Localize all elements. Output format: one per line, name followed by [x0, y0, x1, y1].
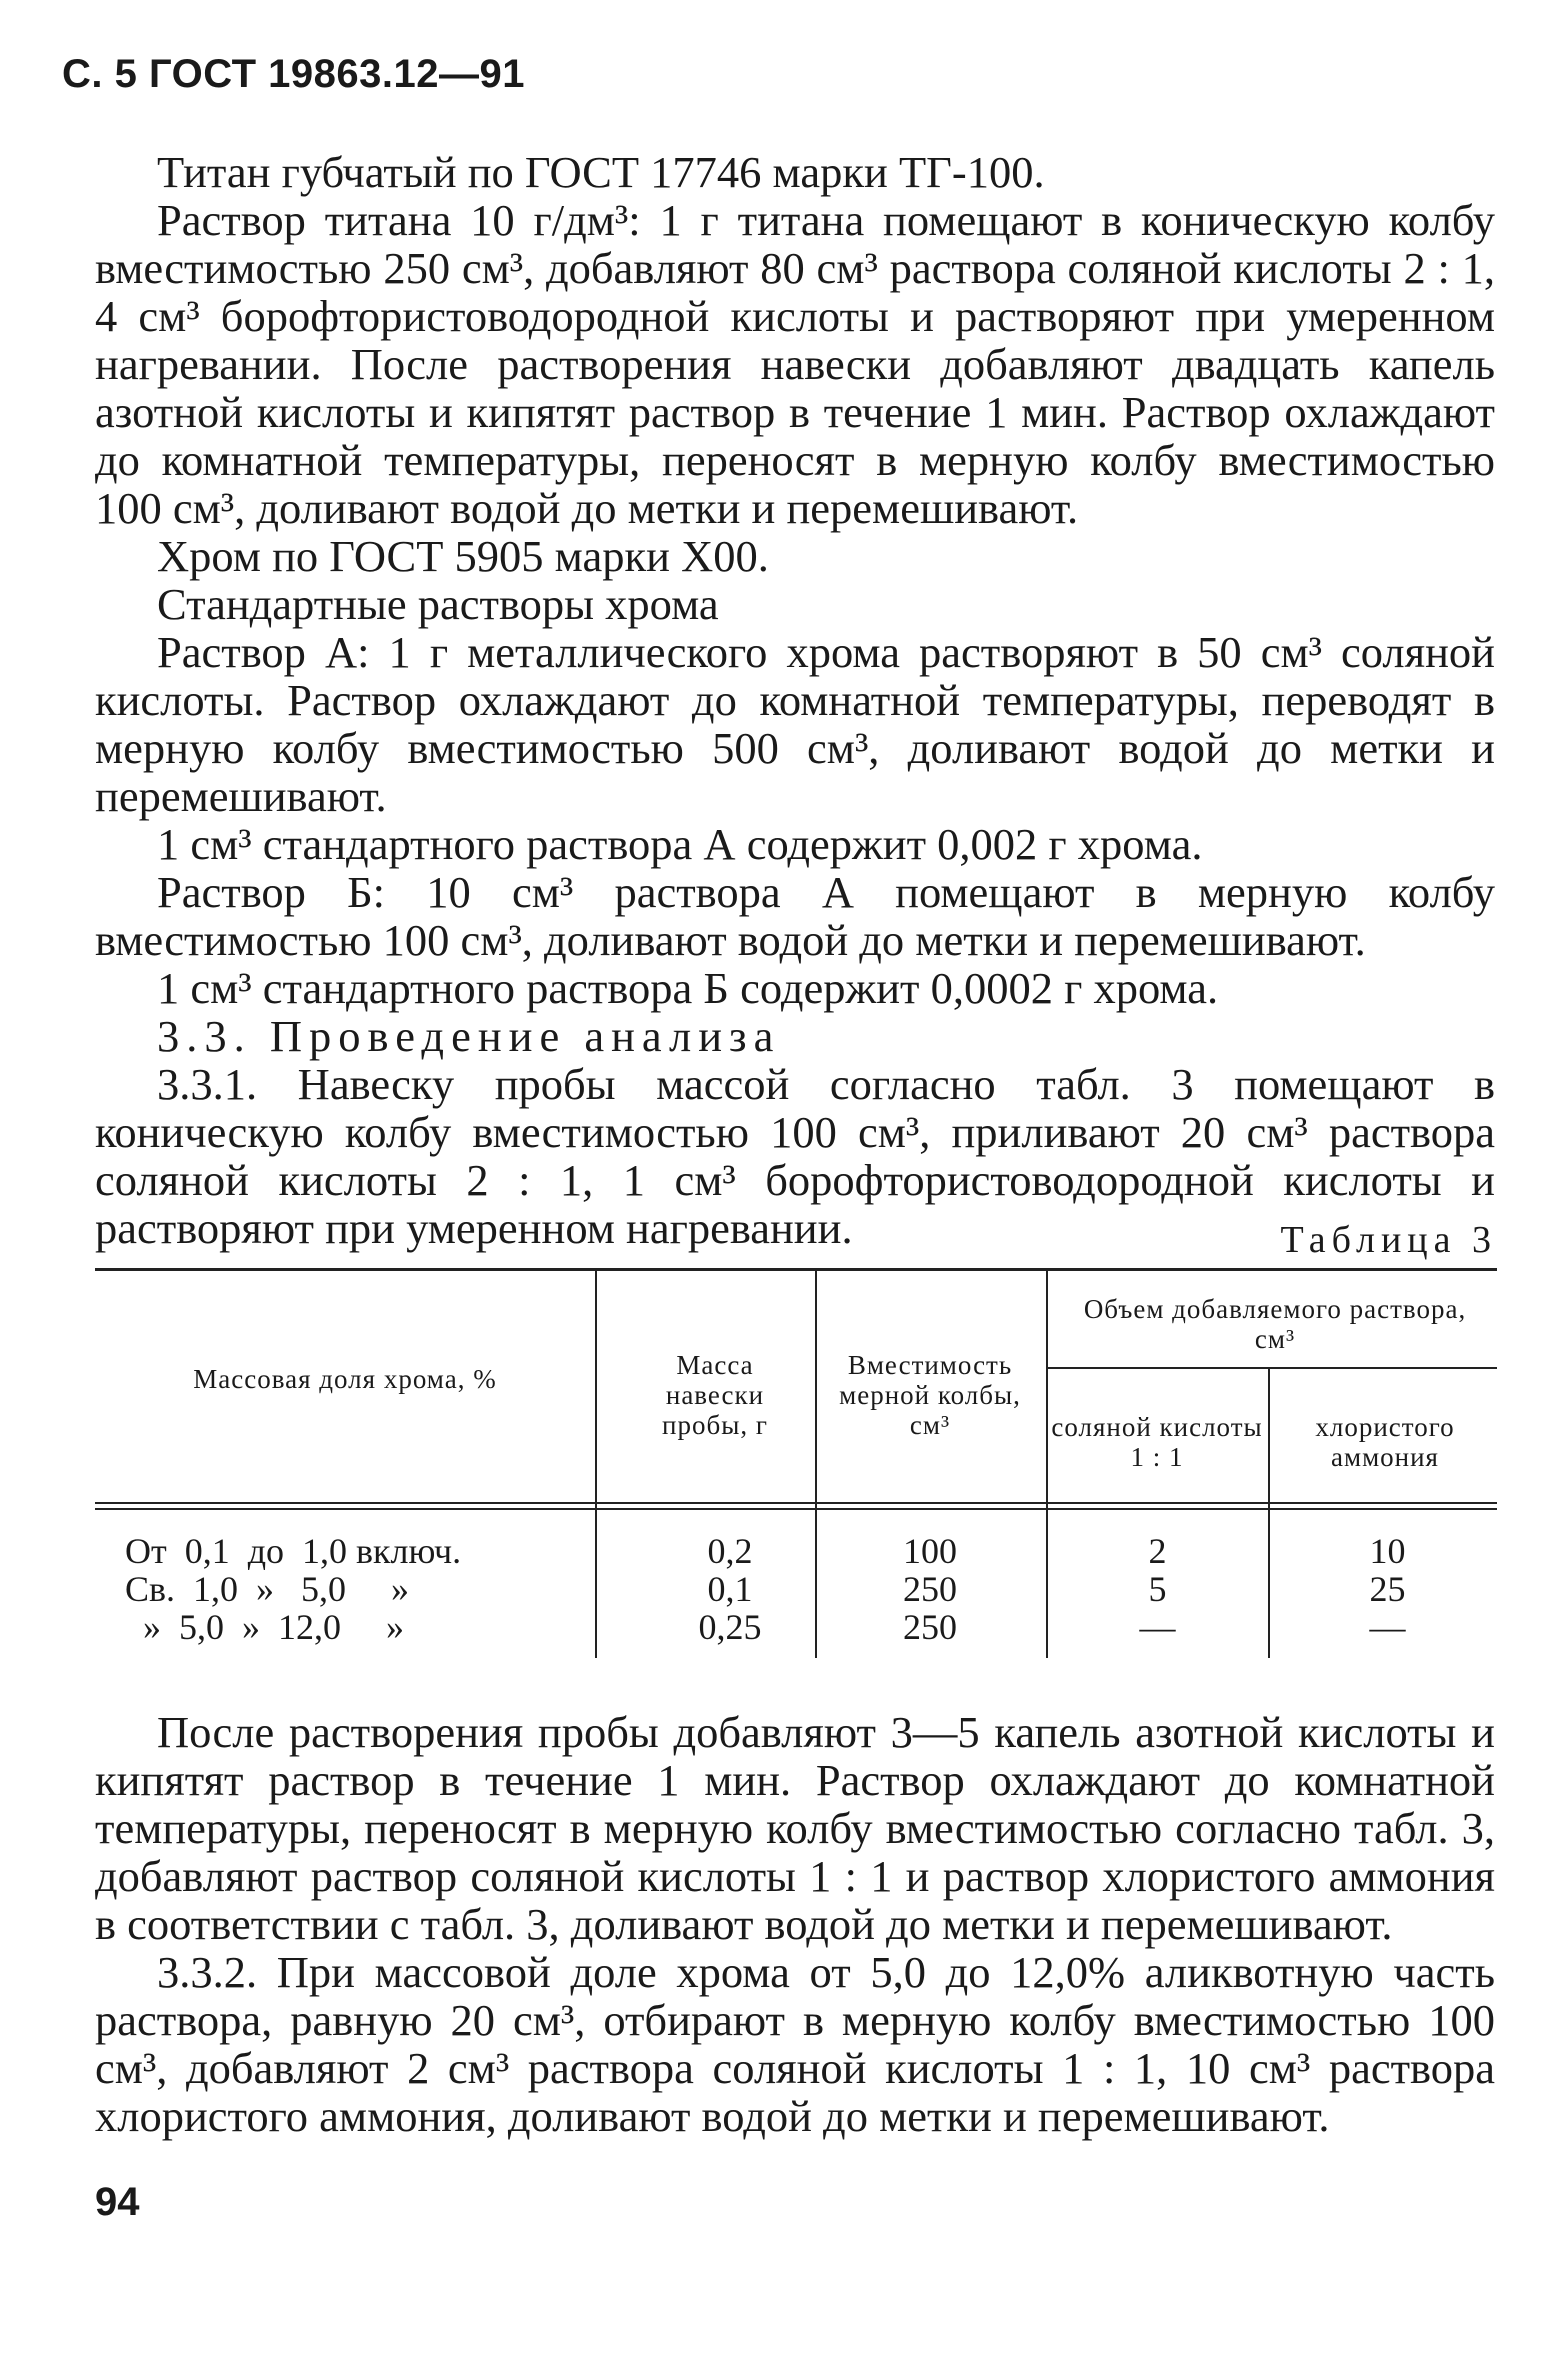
- body-text-bottom: [95, 1708, 1495, 2140]
- header-ammonium-chloride: хлористого аммония: [1315, 1412, 1455, 1472]
- header-mass-fraction: Массовая доля хрома, %: [193, 1364, 497, 1394]
- table-header-rule-double: [95, 1508, 1497, 1510]
- table-cell: —: [1139, 1607, 1176, 1647]
- table-caption: Таблица 3: [1280, 1219, 1497, 1261]
- table-cell: 100: [903, 1531, 957, 1571]
- paragraph: Стандартные растворы хрома: [157, 579, 719, 629]
- table-cell: 25: [1369, 1569, 1406, 1609]
- column-mass-fraction: [125, 1532, 585, 1646]
- table-cell: От 0,1 до 1,0 включ.: [125, 1531, 462, 1571]
- table-cell: 2: [1148, 1531, 1167, 1571]
- table-cell: 250: [903, 1569, 957, 1609]
- header-sample-mass: Масса навески пробы, г: [662, 1350, 768, 1440]
- column-ammonium-chloride: [1325, 1532, 1450, 1646]
- body-text-top: [95, 148, 1495, 1252]
- section-heading: 3.3. Проведение анализа: [157, 1011, 781, 1061]
- paragraph: Хром по ГОСТ 5905 марки Х00.: [157, 531, 769, 581]
- paragraph: 1 см³ стандартного раствора Б содержит 0,0002 г хрома.: [157, 963, 1219, 1013]
- paragraph: Раствор А: 1 г металлического хрома растворяют в 50 см³ соляной кислоты. Раствор охлаждают до комнатной температуры, переводят в мерную колбу вместимостью 500 см³, доливают водой до метки и перемешивают.: [95, 627, 1495, 821]
- table-cell: 10: [1369, 1531, 1406, 1571]
- table-top-rule: [95, 1268, 1497, 1271]
- paragraph: Титан губчатый по ГОСТ 17746 марки ТГ-100.: [157, 147, 1045, 197]
- header-flask-volume: Вместимость мерной колбы, см³: [839, 1350, 1021, 1440]
- column-sample-mass: [655, 1532, 805, 1646]
- column-hydrochloric-acid: [1095, 1532, 1220, 1646]
- column-divider: [815, 1268, 817, 1658]
- header-hydrochloric-acid: соляной кислоты 1 : 1: [1051, 1412, 1263, 1472]
- paragraph: 3.3.1. Навеску пробы массой согласно табл. 3 помещают в коническую колбу вместимостью 100 см³, приливают 20 см³ раствора соляной кислоты 2 : 1, 1 см³ борофтористоводородной кислоты и растворяют при умеренном нагревании.: [95, 1059, 1495, 1253]
- paragraph: Раствор титана 10 г/дм³: 1 г титана помещают в коническую колбу вместимостью 250 см³, добавляют 80 см³ раствора соляной кислоты 2 : 1, 4 см³ борофтористоводородной кислоты и растворяют при умеренном нагревании. После растворения навески добавляют двадцать капель азотной кислоты и кипятят раствор в течение 1 мин. Раствор охлаждают до комнатной температуры, переносят в мерную колбу вместимостью 100 см³, доливают водой до метки и перемешивают.: [95, 195, 1495, 533]
- page-number: 94: [95, 2180, 140, 2224]
- paragraph: 1 см³ стандартного раствора А содержит 0,002 г хрома.: [157, 819, 1203, 869]
- table-cell: 5: [1148, 1569, 1167, 1609]
- paragraph: После растворения пробы добавляют 3—5 капель азотной кислоты и кипятят раствор в течение 1 мин. Раствор охлаждают до комнатной температуры, переносят в мерную колбу вместимостью согласно табл. 3, добавляют раствор соляной кислоты 1 : 1 и раствор хлористого аммония в соответствии с табл. 3, доливают водой до метки и перемешивают.: [95, 1707, 1495, 1949]
- table-cell: —: [1369, 1607, 1406, 1647]
- column-divider: [1268, 1368, 1270, 1658]
- table-cell: 0,25: [698, 1607, 762, 1647]
- table-cell: 0,2: [707, 1531, 753, 1571]
- paragraph: Раствор Б: 10 см³ раствора А помещают в мерную колбу вместимостью 100 см³, доливают водой до метки и перемешивают.: [95, 867, 1495, 965]
- page-header: С. 5 ГОСТ 19863.12—91: [62, 52, 525, 96]
- table-cell: 250: [903, 1607, 957, 1647]
- column-divider: [595, 1268, 597, 1658]
- column-divider: [1046, 1268, 1048, 1658]
- paragraph: 3.3.2. При массовой доле хрома от 5,0 до 12,0% аликвотную часть раствора, равную 20 см³, отбирают в мерную колбу вместимостью 100 см³, добавляют 2 см³ раствора соляной кислоты 1 : 1, 10 см³ раствора хлористого аммония, доливают водой до метки и перемешивают.: [95, 1947, 1495, 2141]
- header-added-volume: Объем добавляемого раствора, см³: [1083, 1294, 1467, 1354]
- group-header-rule: [1046, 1367, 1497, 1369]
- table-cell: 0,1: [707, 1569, 753, 1609]
- table-cell: Св. 1,0 » 5,0 »: [125, 1569, 410, 1609]
- column-flask-volume: [855, 1532, 1005, 1646]
- table-cell: » 5,0 » 12,0 »: [125, 1607, 404, 1647]
- data-table: [95, 1268, 1497, 1658]
- table-header-rule: [95, 1502, 1497, 1504]
